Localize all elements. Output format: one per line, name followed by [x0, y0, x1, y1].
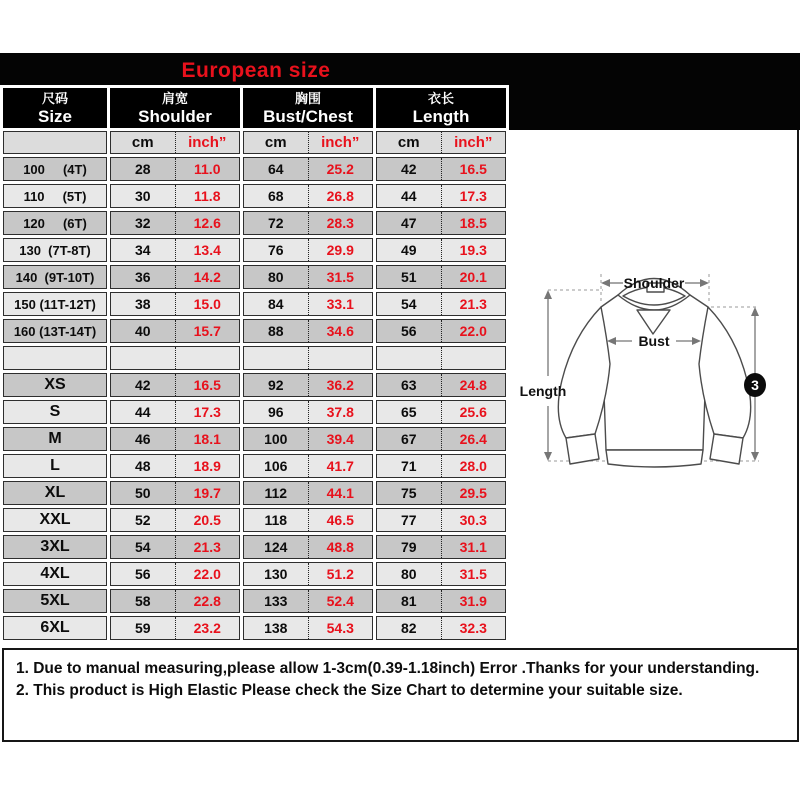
inch-value: 29.5: [441, 482, 506, 504]
column-header-shoulder: [110, 88, 240, 128]
units-row: [3, 131, 506, 154]
size-label: 120 (6T): [3, 211, 107, 235]
size-row: [3, 481, 506, 505]
column-header-length-zh: 衣长: [427, 90, 454, 106]
measure-cell: [243, 535, 373, 559]
cm-value: 54: [400, 296, 417, 312]
measure-cell: [376, 427, 506, 451]
cm-value: 49: [400, 242, 417, 258]
separator-row: [3, 346, 506, 370]
cm-value: 82: [400, 620, 417, 636]
measure-cell: [376, 535, 506, 559]
chart-title: European size: [181, 59, 331, 82]
inch-value: 25.2: [308, 158, 373, 180]
measure-cell: [110, 481, 240, 505]
cm-value: 56: [400, 323, 417, 339]
measure-cell: [243, 616, 373, 640]
unit-inch-label: inch”: [308, 132, 373, 153]
size-row: [3, 265, 506, 289]
hem-band: [606, 450, 703, 467]
cm-value: 32: [134, 215, 151, 231]
inch-value: [175, 347, 240, 369]
inch-value: 26.4: [441, 428, 506, 450]
cm-value: 59: [134, 620, 151, 636]
column-header-shoulder-zh: 肩宽: [161, 90, 188, 106]
cm-value: 138: [264, 620, 288, 636]
inch-value: 15.7: [175, 320, 240, 342]
inch-value: 20.1: [441, 266, 506, 288]
cm-value: 30: [134, 188, 151, 204]
measure-cell: [376, 211, 506, 235]
measure-cell: [376, 616, 506, 640]
cm-value: 28: [134, 161, 151, 177]
cm-value: 100: [264, 431, 288, 447]
size-label: 130 (7T-8T): [3, 238, 107, 262]
measure-cell: [243, 265, 373, 289]
measure-cell: [376, 562, 506, 586]
measure-cell: [110, 535, 240, 559]
cm-value: 72: [267, 215, 284, 231]
cm-value: 50: [134, 485, 151, 501]
size-label: XXL: [3, 508, 107, 532]
measure-cell: [110, 157, 240, 181]
cm-value: 80: [400, 566, 417, 582]
left-sleeve: [558, 307, 610, 438]
size-label: XL: [3, 481, 107, 505]
cm-value: 124: [264, 539, 288, 555]
measure-cell: [376, 184, 506, 208]
inch-value: 26.8: [308, 185, 373, 207]
measure-cell: [110, 211, 240, 235]
inch-value: 22.0: [441, 320, 506, 342]
measure-cell: [243, 508, 373, 532]
cm-value: 44: [134, 404, 151, 420]
cm-value: 47: [400, 215, 417, 231]
inch-value: 29.9: [308, 239, 373, 261]
cm-value: 76: [267, 242, 284, 258]
inch-value: 32.3: [441, 617, 506, 639]
inch-value: 31.1: [441, 536, 506, 558]
column-header-size: [3, 88, 107, 128]
size-row: [3, 562, 506, 586]
size-table: [0, 85, 509, 643]
cm-value: 48: [134, 458, 151, 474]
inch-value: 17.3: [441, 185, 506, 207]
cm-value: 52: [134, 512, 151, 528]
cm-value: 92: [267, 377, 284, 393]
measure-cell: [110, 589, 240, 613]
measure-cell: [243, 589, 373, 613]
cm-value: 42: [400, 161, 417, 177]
measure-cell: [376, 292, 506, 316]
unit-inch-label: inch”: [441, 132, 506, 153]
measure-cell: [110, 292, 240, 316]
units-length-cell: [376, 131, 506, 154]
bust-arrow-label: Bust: [638, 333, 670, 349]
size-label: 3XL: [3, 535, 107, 559]
column-header-bust-zh: 胸围: [294, 90, 321, 106]
cm-value: 112: [264, 485, 288, 501]
size-row: [3, 616, 506, 640]
sweatshirt-outline: [558, 279, 750, 468]
measure-cell: [110, 373, 240, 397]
inch-value: 36.2: [308, 374, 373, 396]
garment-diagram: [515, 248, 800, 543]
measure-cell: [243, 157, 373, 181]
inch-value: 28.3: [308, 212, 373, 234]
measure-cell: [376, 265, 506, 289]
inch-value: 23.2: [175, 617, 240, 639]
measure-cell: [110, 508, 240, 532]
inch-value: 18.1: [175, 428, 240, 450]
measure-cell: [110, 616, 240, 640]
cm-value: 65: [400, 404, 417, 420]
size-row: [3, 319, 506, 343]
size-row: [3, 292, 506, 316]
measure-cell: [243, 346, 373, 370]
cm-value: 84: [267, 296, 284, 312]
right-cuff: [710, 434, 743, 464]
inch-value: 31.9: [441, 590, 506, 612]
column-header-bust: [243, 88, 373, 128]
inch-value: 13.4: [175, 239, 240, 261]
cm-value: 71: [400, 458, 417, 474]
inch-value: 12.6: [175, 212, 240, 234]
inch-value: 25.6: [441, 401, 506, 423]
size-label: [3, 346, 107, 370]
inch-value: 16.5: [175, 374, 240, 396]
cm-value: 79: [400, 539, 417, 555]
cm-value: [377, 347, 441, 369]
inch-value: 31.5: [308, 266, 373, 288]
measure-cell: [376, 319, 506, 343]
size-row: [3, 454, 506, 478]
inch-value: 39.4: [308, 428, 373, 450]
measure-cell: [376, 400, 506, 424]
measure-cell: [110, 427, 240, 451]
inch-value: 19.3: [441, 239, 506, 261]
measure-cell: [110, 265, 240, 289]
inch-value: 24.8: [441, 374, 506, 396]
inch-value: 54.3: [308, 617, 373, 639]
size-row: [3, 184, 506, 208]
size-label: 150 (11T-12T): [3, 292, 107, 316]
size-row: [3, 238, 506, 262]
inch-value: 11.8: [175, 185, 240, 207]
size-label: 5XL: [3, 589, 107, 613]
inch-value: [308, 347, 373, 369]
measure-cell: [243, 454, 373, 478]
inch-value: 11.0: [175, 158, 240, 180]
inch-value: 18.5: [441, 212, 506, 234]
inch-value: 30.3: [441, 509, 506, 531]
cm-value: 46: [134, 431, 151, 447]
size-label: L: [3, 454, 107, 478]
cm-value: 130: [264, 566, 288, 582]
unit-inch-label: inch”: [175, 132, 240, 153]
inch-value: 41.7: [308, 455, 373, 477]
measure-cell: [110, 400, 240, 424]
cm-value: 80: [267, 269, 284, 285]
size-label: 6XL: [3, 616, 107, 640]
measure-cell: [110, 319, 240, 343]
measure-cell: [376, 157, 506, 181]
cm-value: 51: [400, 269, 417, 285]
inch-value: 20.5: [175, 509, 240, 531]
size-row: [3, 427, 506, 451]
measure-cell: [110, 346, 240, 370]
size-row: [3, 508, 506, 532]
cm-value: 38: [134, 296, 151, 312]
column-header-length: [376, 88, 506, 128]
size-row: [3, 589, 506, 613]
size-label: 110 (5T): [3, 184, 107, 208]
unit-cm-label: cm: [131, 134, 154, 151]
inch-value: 21.3: [175, 536, 240, 558]
cm-value: 64: [267, 161, 284, 177]
measure-cell: [110, 238, 240, 262]
size-label: M: [3, 427, 107, 451]
measure-cell: [110, 454, 240, 478]
column-header-bust-en: Bust/Chest: [263, 106, 353, 126]
inch-value: 31.5: [441, 563, 506, 585]
measure-cell: [110, 184, 240, 208]
cm-value: 77: [400, 512, 417, 528]
inch-value: 34.6: [308, 320, 373, 342]
inch-value: 52.4: [308, 590, 373, 612]
column-header-size-en: Size: [37, 106, 73, 126]
size-label: 100 (4T): [3, 157, 107, 181]
measure-cell: [376, 481, 506, 505]
cm-value: 68: [267, 188, 284, 204]
inch-value: 17.3: [175, 401, 240, 423]
inch-value: 48.8: [308, 536, 373, 558]
notes-box: [2, 648, 799, 742]
measure-cell: [243, 238, 373, 262]
inch-value: 18.9: [175, 455, 240, 477]
size-row: [3, 535, 506, 559]
cm-value: 40: [134, 323, 151, 339]
cm-value: 63: [400, 377, 417, 393]
size-label: 140 (9T-10T): [3, 265, 107, 289]
measure-cell: [376, 454, 506, 478]
size-row: [3, 400, 506, 424]
measure-cell: [376, 238, 506, 262]
inch-value: 19.7: [175, 482, 240, 504]
inch-value: 22.0: [175, 563, 240, 585]
cm-value: 118: [264, 512, 288, 528]
measure-cell: [376, 589, 506, 613]
column-header-shoulder-en: Shoulder: [138, 106, 212, 126]
inch-value: 14.2: [175, 266, 240, 288]
measure-cell: [376, 508, 506, 532]
measure-cell: [243, 400, 373, 424]
cm-value: 36: [134, 269, 151, 285]
length-arrow-label: Length: [519, 383, 567, 399]
size-row: [3, 157, 506, 181]
measure-cell: [243, 373, 373, 397]
column-header-length-en: Length: [412, 106, 470, 126]
cm-value: 88: [267, 323, 284, 339]
measure-cell: [243, 319, 373, 343]
size-label: XS: [3, 373, 107, 397]
units-bust-cell: [243, 131, 373, 154]
cm-value: 81: [400, 593, 417, 609]
left-cuff: [566, 434, 599, 464]
cm-value: 75: [400, 485, 417, 501]
size-row: [3, 373, 506, 397]
cm-value: 56: [134, 566, 151, 582]
inch-value: 15.0: [175, 293, 240, 315]
inch-value: 21.3: [441, 293, 506, 315]
cm-value: 42: [134, 377, 151, 393]
measure-cell: [243, 211, 373, 235]
size-label: 160 (13T-14T): [3, 319, 107, 343]
inch-value: 33.1: [308, 293, 373, 315]
inch-value: 16.5: [441, 158, 506, 180]
cm-value: 96: [267, 404, 284, 420]
inch-value: 44.1: [308, 482, 373, 504]
column-header-size-zh: 尺码: [41, 90, 68, 106]
inch-value: 28.0: [441, 455, 506, 477]
measure-cell: [243, 184, 373, 208]
size-label: S: [3, 400, 107, 424]
cm-value: 67: [400, 431, 417, 447]
size-row: [3, 211, 506, 235]
measure-cell: [110, 562, 240, 586]
measure-cell: [376, 373, 506, 397]
measure-cell: [243, 427, 373, 451]
cm-value: 44: [400, 188, 417, 204]
inch-value: 51.2: [308, 563, 373, 585]
units-blank-cell: [3, 131, 107, 154]
note-measuring-tolerance: 1. Due to manual measuring,please allow 1-3cm(0.39-1.18inch) Error .Thanks for your understanding.: [16, 660, 760, 677]
right-sleeve: [699, 307, 751, 438]
inch-value: 46.5: [308, 509, 373, 531]
column-header-row: [3, 88, 506, 128]
unit-cm-label: cm: [264, 134, 287, 151]
inch-value: 22.8: [175, 590, 240, 612]
units-shoulder-cell: [110, 131, 240, 154]
cm-value: 58: [134, 593, 151, 609]
inch-value: 37.8: [308, 401, 373, 423]
cm-value: 106: [264, 458, 288, 474]
cm-value: [111, 347, 175, 369]
unit-cm-label: cm: [397, 134, 420, 151]
note-high-elastic: 2. This product is High Elastic Please check the Size Chart to determine your suitable size.: [16, 682, 683, 699]
measure-cell: [243, 562, 373, 586]
inch-value: [441, 347, 506, 369]
cm-value: 133: [264, 593, 288, 609]
cm-value: [244, 347, 308, 369]
badge-number: 3: [751, 377, 759, 393]
measure-cell: [243, 292, 373, 316]
measure-cell: [376, 346, 506, 370]
cm-value: 54: [134, 539, 151, 555]
shoulder-arrow-label: Shoulder: [623, 275, 685, 291]
cm-value: 34: [134, 242, 151, 258]
measure-cell: [243, 481, 373, 505]
size-label: 4XL: [3, 562, 107, 586]
